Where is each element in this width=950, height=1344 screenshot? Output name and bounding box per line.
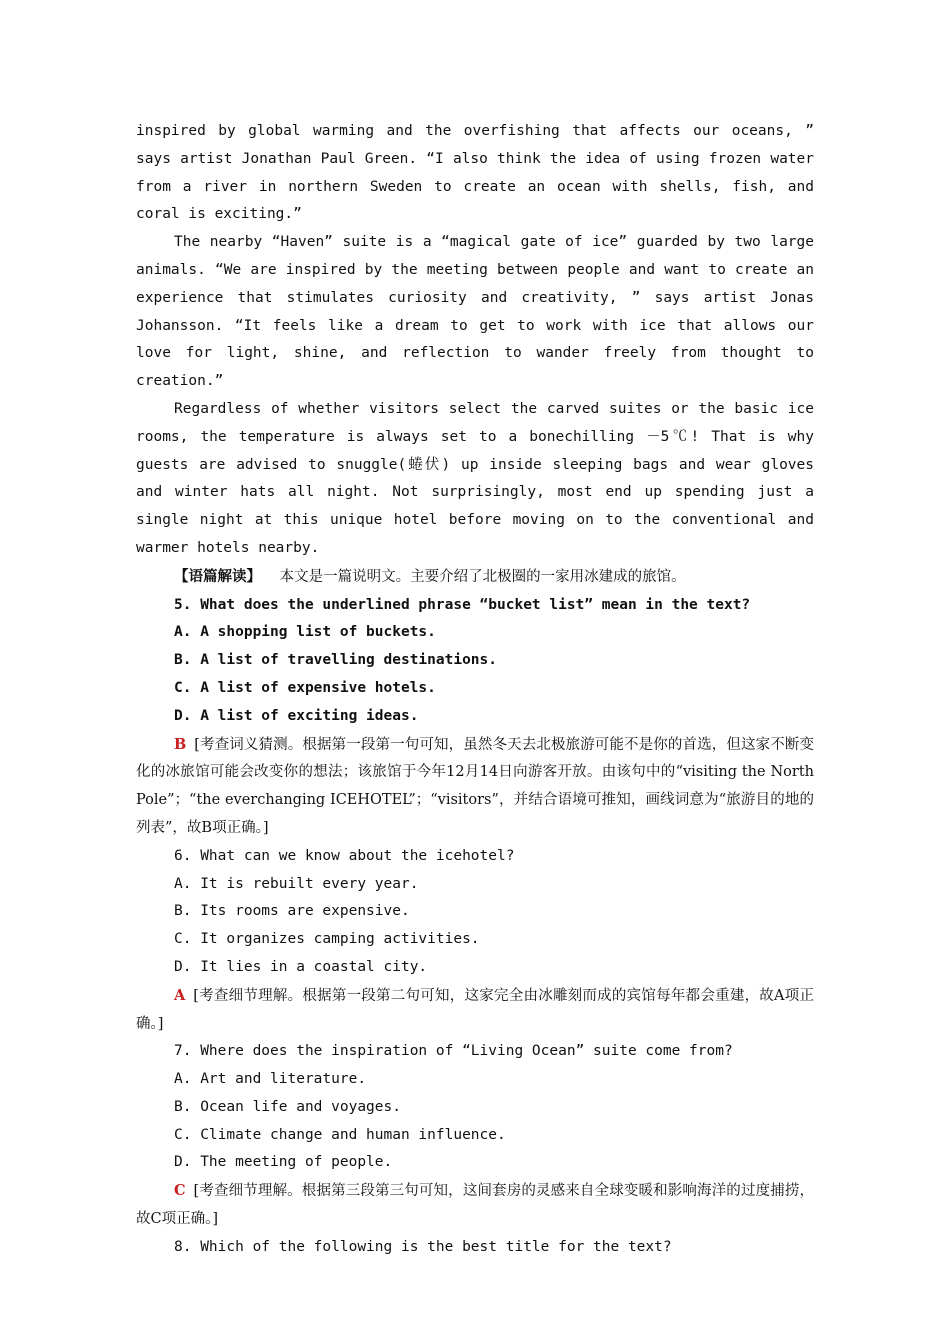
question-5-explanation-text: [考查词义猜测。根据第一段第一句可知，虽然冬天去北极旅游可能不是你的首选，但这家不断变化的冰旅馆可能会改变你的想法；该旅馆于今年12月14日向游客开放。由该句中的“visiting the North Pole”；“the everchanging ICEHOTEL”；“visitors”，并结合语境可推知，画线词意为“旅游目的地的列表”，故B项正确。] bbox=[136, 736, 814, 836]
question-6-option-c: C. It organizes camping activities. bbox=[174, 931, 480, 948]
question-5-stem: 5. What does the underlined phrase “bucket list” mean in the text? bbox=[174, 596, 751, 613]
question-7-option-a: A. Art and literature. bbox=[174, 1071, 367, 1088]
passage-paragraph-1: inspired by global warming and the overfishing that affects our oceans, ” says artist Jonathan Paul Green. “I also think the idea of using frozen water from a river in northern Sweden to create an ocean with shells, fish, and coral is exciting.” bbox=[136, 123, 814, 223]
question-5-option-b: B. A list of travelling destinations. bbox=[174, 652, 498, 669]
question-5-option-d: D. A list of exciting ideas. bbox=[174, 707, 419, 724]
analysis-text: 本文是一篇说明文。主要介绍了北极圈的一家用冰建成的旅馆。 bbox=[279, 568, 686, 585]
question-6-stem: 6. What can we know about the icehotel? bbox=[174, 847, 515, 864]
passage-paragraph-3: Regardless of whether visitors select the carved suites or the basic ice rooms, the temperature is always set to a bonechilling －5℃! That is why guests are advised to snuggle(蜷伏) up inside sleeping bags and wear gloves and winter hats all night. Not surprisingly, most end up spending just a single night at this unique hotel before moving on to the conventional and warmer hotels nearby. bbox=[136, 400, 814, 556]
analysis-section bbox=[136, 563, 814, 592]
analysis-label: 【语篇解读】 bbox=[174, 567, 261, 585]
question-7-option-c: C. Climate change and human influence. bbox=[174, 1126, 506, 1143]
passage-paragraph-2: The nearby “Haven” suite is a “magical gate of ice” guarded by two large animals. “We are inspired by the meeting between people and want to create an experience that stimulates curiosity and creativity, ” says artist Jonas Johansson. “It feels like a dream to get to work with ice that allows our love for light, shine, and reflection to wander freely from thought to creation.” bbox=[136, 234, 814, 390]
question-6-option-d: D. It lies in a coastal city. bbox=[174, 958, 428, 975]
question-5-option-a: A. A shopping list of buckets. bbox=[174, 624, 436, 641]
question-6-explanation-text: [考查细节理解。根据第一段第二句可知，这家完全由冰雕刻而成的宾馆每年都会重建，故A项正确。] bbox=[136, 987, 814, 1032]
question-7-stem: 7. Where does the inspiration of “Living Ocean” suite come from? bbox=[174, 1043, 733, 1060]
question-6-option-b: B. Its rooms are expensive. bbox=[174, 903, 410, 920]
question-5-explanation bbox=[136, 731, 814, 843]
question-7-explanation-text: [考查细节理解。根据第三段第三句可知，这间套房的灵感来自全球变暖和影响海洋的过度捕捞，故C项正确。] bbox=[136, 1183, 814, 1228]
question-7-explanation bbox=[136, 1177, 814, 1234]
question-7-option-d: D. The meeting of people. bbox=[174, 1154, 393, 1171]
question-7-answer: C bbox=[174, 1182, 186, 1200]
question-6-option-a: A. It is rebuilt every year. bbox=[174, 875, 419, 892]
question-5-answer: B bbox=[174, 735, 187, 753]
question-6-explanation bbox=[136, 982, 814, 1039]
question-8-stem: 8. Which of the following is the best title for the text? bbox=[174, 1238, 672, 1255]
question-7-option-b: B. Ocean life and voyages. bbox=[174, 1098, 401, 1115]
question-6-answer: A bbox=[174, 986, 186, 1004]
question-5-option-c: C. A list of expensive hotels. bbox=[174, 679, 436, 696]
